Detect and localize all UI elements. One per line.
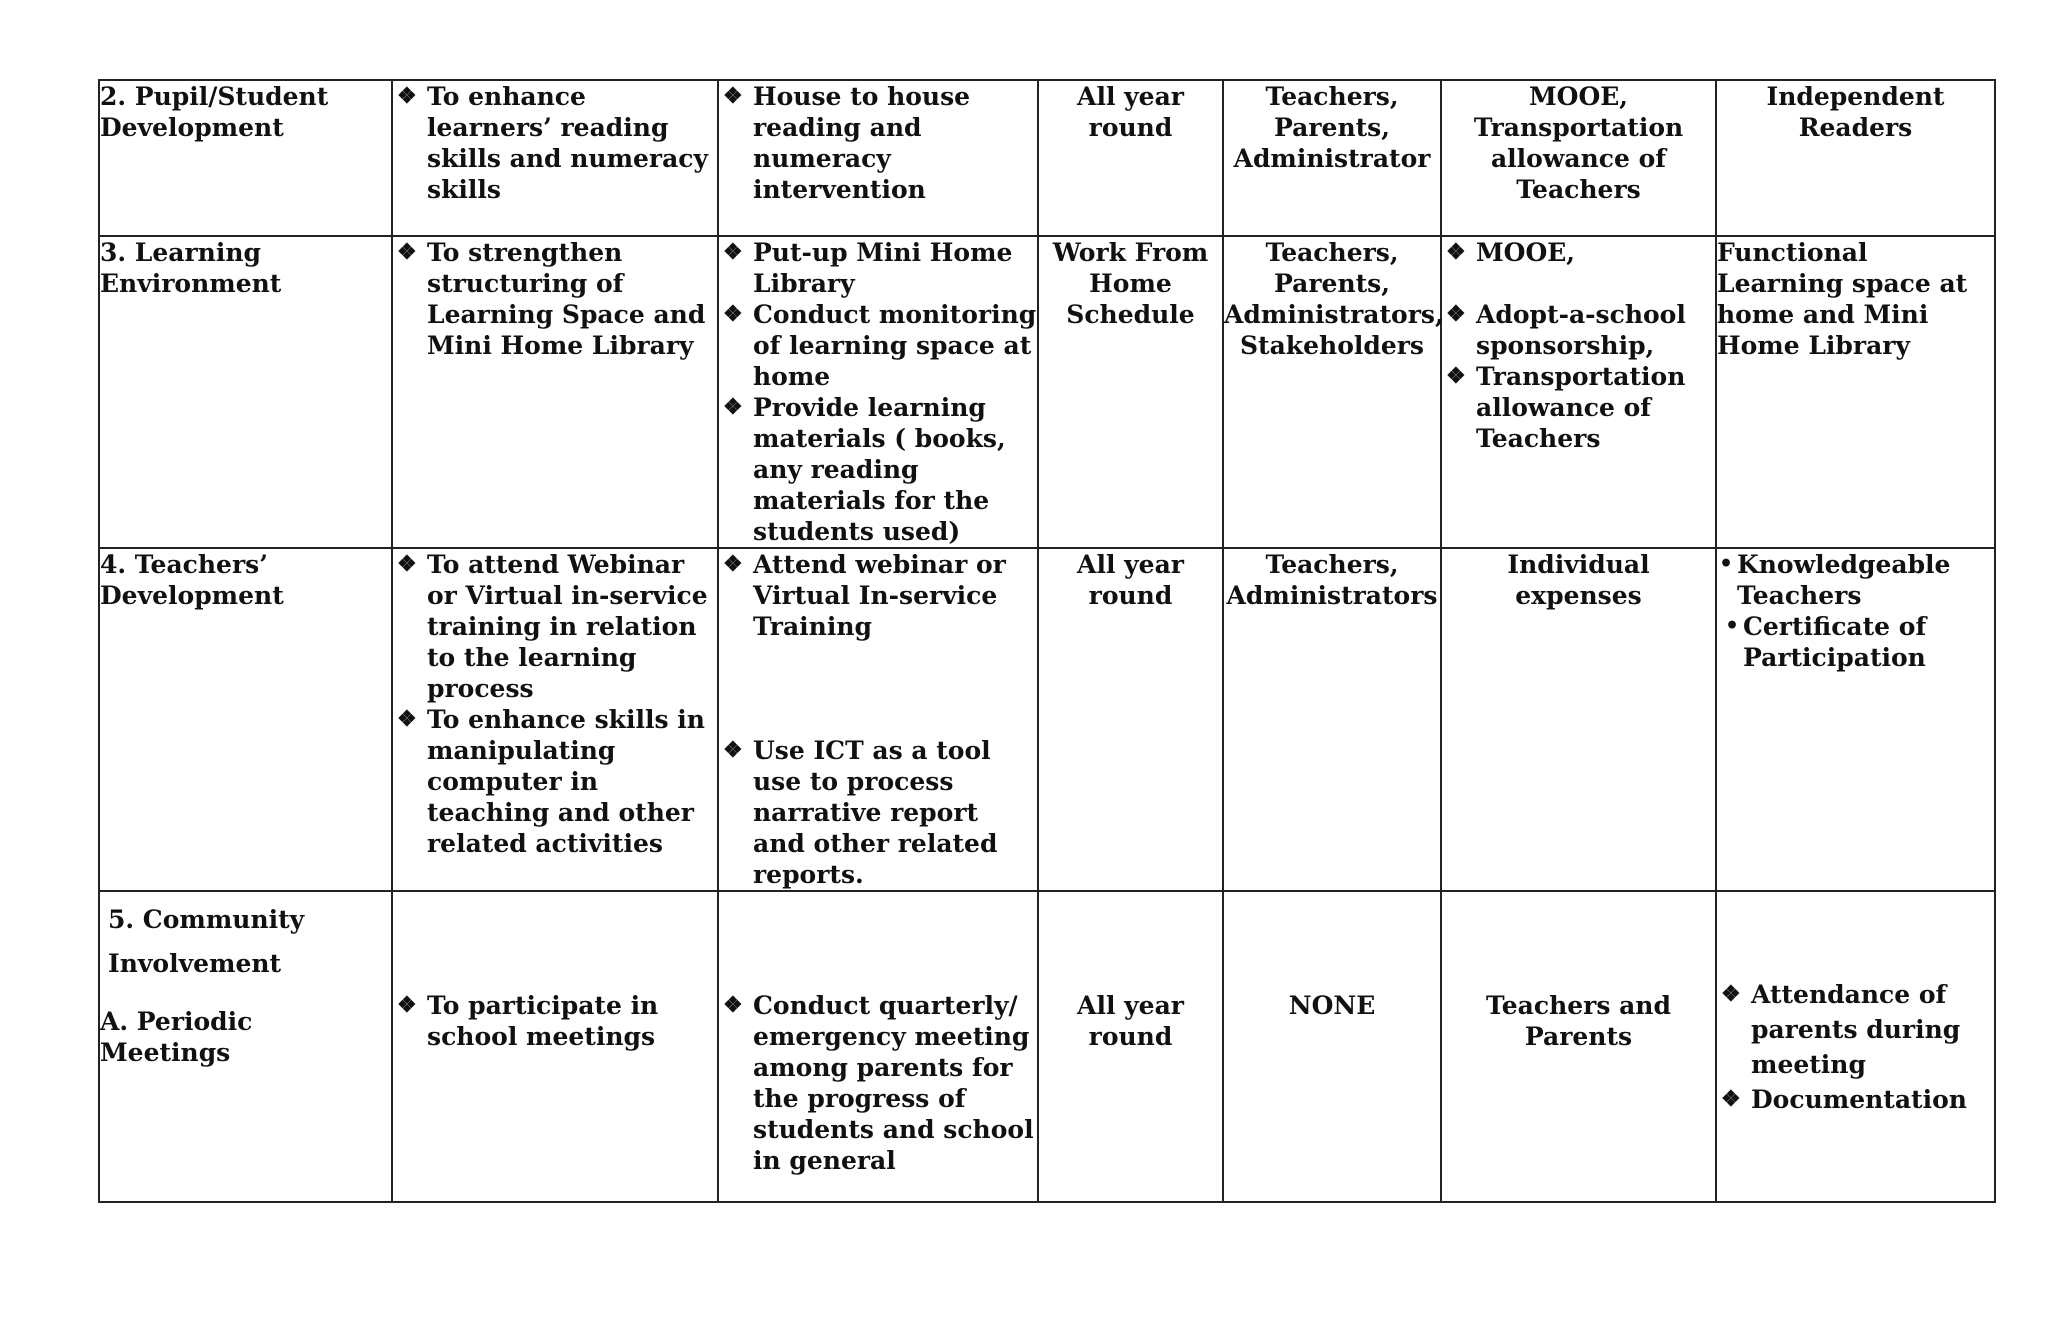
diamond-bullet-icon: ❖ bbox=[723, 301, 743, 327]
resources-cell: Teachers and Parents bbox=[1441, 891, 1716, 1202]
time-frame-cell: All year round bbox=[1038, 80, 1223, 236]
list-item: ❖ MOOE, bbox=[1446, 238, 1575, 267]
list-item: ❖ To attend Webinar or Virtual in-service training in relation to the learning process bbox=[397, 550, 708, 703]
list-item: ❖ To participate in school meetings bbox=[397, 991, 659, 1051]
area-label: Development bbox=[100, 113, 284, 142]
list-item: ❖ Attend webinar or Virtual In-service Training bbox=[723, 550, 1006, 641]
table-row bbox=[99, 891, 1995, 1202]
list-item: • Certificate of Participation bbox=[1725, 612, 1927, 672]
area-label: Development bbox=[100, 581, 284, 610]
diamond-bullet-icon: ❖ bbox=[397, 992, 417, 1018]
area-label: 5. Community bbox=[108, 905, 305, 934]
diamond-bullet-icon: ❖ bbox=[1721, 981, 1741, 1007]
diamond-bullet-icon: ❖ bbox=[723, 239, 743, 265]
area-label: Involvement bbox=[108, 949, 282, 978]
list-item: ❖ Attendance of parents during meeting bbox=[1717, 977, 1994, 1082]
strategies-cell bbox=[718, 80, 1038, 236]
sub-area-label: A. Periodic bbox=[100, 1007, 253, 1036]
list-item: ❖ Adopt-a-school sponsorship, bbox=[1446, 300, 1686, 360]
list-item: ❖ Transportation allowance of Teachers bbox=[1446, 362, 1686, 453]
objectives-cell bbox=[392, 548, 718, 891]
diamond-bullet-icon: ❖ bbox=[723, 83, 743, 109]
objectives-cell bbox=[392, 80, 718, 236]
persons-involved-cell: Teachers, Parents, Administrators, Stakeholders bbox=[1223, 236, 1441, 548]
time-frame-cell: All year round bbox=[1038, 891, 1223, 1202]
dot-bullet-icon: • bbox=[1725, 613, 1740, 639]
persons-involved-cell: Teachers, Parents, Administrator bbox=[1223, 80, 1441, 236]
persons-involved-cell: NONE bbox=[1223, 891, 1441, 1202]
sub-area-label: Meetings bbox=[100, 1038, 231, 1067]
list-item: ❖ Use ICT as a tool use to process narrative report and other related reports. bbox=[723, 736, 998, 889]
list-item: ❖ Conduct monitoring of learning space at home bbox=[723, 300, 1037, 391]
table-row bbox=[99, 236, 1995, 548]
diamond-bullet-icon: ❖ bbox=[397, 239, 417, 265]
success-indicator-cell: Independent Readers bbox=[1716, 80, 1995, 236]
action-plan-table bbox=[98, 79, 1996, 1203]
diamond-bullet-icon: ❖ bbox=[723, 992, 743, 1018]
area-cell bbox=[99, 548, 392, 891]
diamond-bullet-icon: ❖ bbox=[397, 83, 417, 109]
area-label: 2. Pupil/Student bbox=[100, 82, 329, 111]
time-frame-cell: Work From Home Schedule bbox=[1038, 236, 1223, 548]
area-cell bbox=[99, 236, 392, 548]
list-item: ❖ To enhance skills in manipulating computer in teaching and other related activities bbox=[397, 705, 705, 858]
table-row bbox=[99, 548, 1995, 891]
list-item: ❖ House to house reading and numeracy intervention bbox=[723, 82, 971, 204]
objectives-cell bbox=[392, 236, 718, 548]
diamond-bullet-icon: ❖ bbox=[1446, 239, 1466, 265]
resources-cell: Individual expenses bbox=[1441, 548, 1716, 891]
resources-cell: MOOE, Transportation allowance of Teachers bbox=[1441, 80, 1716, 236]
list-item: ❖ Provide learning materials ( books, any reading materials for the students used) bbox=[723, 393, 1006, 546]
diamond-bullet-icon: ❖ bbox=[1721, 1086, 1741, 1112]
diamond-bullet-icon: ❖ bbox=[723, 394, 743, 420]
diamond-bullet-icon: ❖ bbox=[1446, 301, 1466, 327]
list-item: ❖ Conduct quarterly/ emergency meeting among parents for the progress of students and school in general bbox=[723, 991, 1034, 1175]
area-label: 3. Learning bbox=[100, 238, 261, 267]
list-item: ❖ To enhance learners’ reading skills and numeracy skills bbox=[397, 82, 709, 204]
strategies-cell bbox=[718, 236, 1038, 548]
resources-cell bbox=[1441, 236, 1716, 548]
time-frame-cell: All year round bbox=[1038, 548, 1223, 891]
success-indicator-cell: Functional Learning space at home and Mini Home Library bbox=[1716, 236, 1995, 548]
diamond-bullet-icon: ❖ bbox=[723, 737, 743, 763]
list-item: ❖ Documentation bbox=[1717, 1082, 1994, 1117]
diamond-bullet-icon: ❖ bbox=[1446, 363, 1466, 389]
area-label: Environment bbox=[100, 269, 282, 298]
success-indicator-cell bbox=[1716, 891, 1995, 1202]
area-cell bbox=[99, 80, 392, 236]
list-item: • Knowledgeable Teachers bbox=[1719, 550, 1951, 610]
table-row bbox=[99, 80, 1995, 236]
success-indicator-cell bbox=[1716, 548, 1995, 891]
diamond-bullet-icon: ❖ bbox=[397, 706, 417, 732]
area-cell bbox=[99, 891, 392, 1202]
dot-bullet-icon: • bbox=[1719, 551, 1734, 577]
objectives-cell bbox=[392, 891, 718, 1202]
diamond-bullet-icon: ❖ bbox=[723, 551, 743, 577]
diamond-bullet-icon: ❖ bbox=[397, 551, 417, 577]
list-item: ❖ To strengthen structuring of Learning Space and Mini Home Library bbox=[397, 238, 706, 360]
list-item: ❖ Put-up Mini Home Library bbox=[723, 238, 1013, 298]
area-label: 4. Teachers’ bbox=[100, 550, 268, 579]
persons-involved-cell: Teachers, Administrators bbox=[1223, 548, 1441, 891]
strategies-cell bbox=[718, 548, 1038, 891]
strategies-cell bbox=[718, 891, 1038, 1202]
